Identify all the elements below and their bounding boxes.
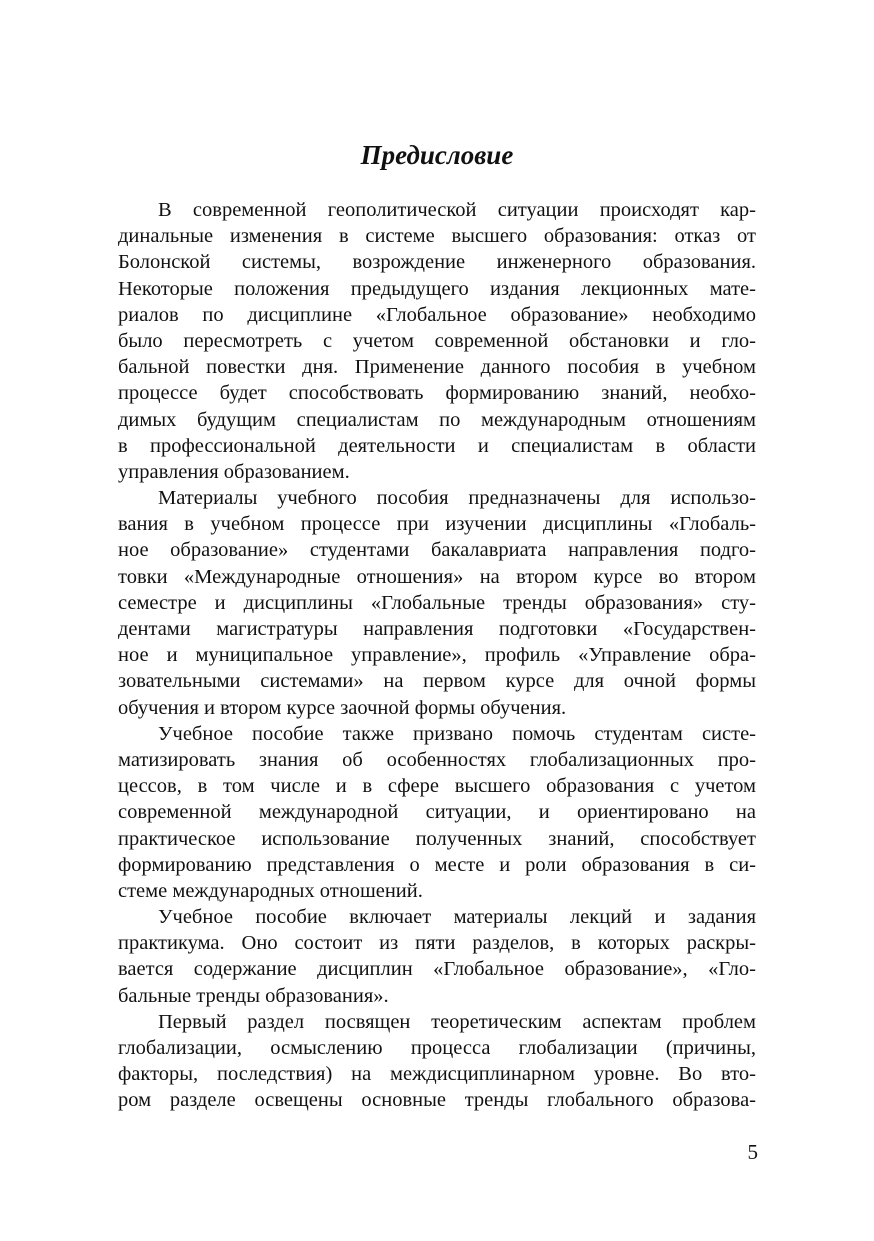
paragraph-line: было пересмотреть с учетом современной обстановки и гло-	[118, 329, 756, 352]
paragraph-line: Первый раздел посвящен теоретическим аспектам проблем	[158, 1010, 756, 1033]
paragraph-line: риалов по дисциплине «Глобальное образование» необходимо	[118, 303, 756, 326]
paragraph-line: динальные изменения в системе высшего образования: отказ от	[118, 225, 756, 248]
paragraph-line: ное и муниципальное управление», профиль «Управление обра-	[118, 644, 756, 667]
paragraph-line: стеме международных отношений.	[118, 879, 423, 902]
paragraph-line: семестре и дисциплины «Глобальные тренды образования» сту-	[118, 591, 756, 614]
paragraph-line: бальной повестки дня. Применение данного пособия в учебном	[118, 356, 756, 379]
paragraph-line: В современной геополитической ситуации происходят кар-	[158, 199, 756, 221]
paragraph-line: глобализации, осмыслению процесса глобализации (причины,	[118, 1037, 756, 1059]
paragraph-line: Учебное пособие также призвано помочь студентам систе-	[158, 722, 756, 745]
paragraph	[118, 904, 756, 1009]
paragraph	[118, 197, 756, 485]
paragraph-line: факторы, последствия) на междисциплинарном уровне. Во вто-	[118, 1063, 756, 1086]
paragraph-line: практикума. Оно состоит из пяти разделов, в которых раскры-	[118, 932, 756, 955]
paragraph-line: Учебное пособие включает материалы лекций и задания	[158, 906, 756, 929]
body-text	[118, 197, 756, 1114]
paragraph-line: ром разделе освещены основные тренды глобального образова-	[118, 1089, 756, 1112]
paragraph-line: процессе будет способствовать формированию знаний, необхо-	[118, 382, 756, 405]
paragraph-line: матизировать знания об особенностях глобализационных про-	[118, 748, 756, 771]
paragraph	[118, 485, 756, 721]
paragraph-line: товки «Международные отношения» на втором курсе во втором	[118, 565, 756, 588]
paragraph-line: бальные тренды образования».	[118, 984, 389, 1007]
paragraph-line: димых будущим специалистам по международным отношениям	[118, 408, 756, 431]
paragraph-line: ное образование» студентами бакалавриата направления подго-	[118, 539, 756, 562]
paragraph-line: практическое использование полученных знаний, способствует	[118, 827, 756, 850]
paragraph	[118, 1009, 756, 1114]
paragraph-line: Материалы учебного пособия предназначены для использо-	[158, 487, 756, 510]
paragraph-line: вания в учебном процессе при изучении дисциплины «Глобаль-	[118, 513, 756, 536]
paragraph-line: дентами магистратуры направления подготовки «Государствен-	[118, 618, 756, 640]
paragraph-line: управления образованием.	[118, 460, 350, 483]
page-title: Предисловие	[360, 140, 514, 170]
paragraph-line: современной международной ситуации, и ориентировано на	[118, 801, 756, 824]
paragraph-line: Болонской системы, возрождение инженерного образования.	[118, 251, 756, 274]
page-number: 5	[747, 1140, 758, 1164]
paragraph-line: Некоторые положения предыдущего издания лекционных мате-	[118, 277, 756, 300]
paragraph-line: вается содержание дисциплин «Глобальное образование», «Гло-	[118, 958, 756, 981]
paragraph-line: формированию представления о месте и роли образования в си-	[118, 853, 756, 876]
paragraph-line: обучения и втором курсе заочной формы обучения.	[118, 696, 567, 719]
paragraph-line: зовательными системами» на первом курсе для очной формы	[118, 670, 756, 693]
paragraph-line: цессов, в том числе и в сфере высшего образования с учетом	[118, 775, 756, 798]
paragraph	[118, 721, 756, 904]
paragraph-line: в профессиональной деятельности и специалистам в области	[118, 434, 756, 457]
